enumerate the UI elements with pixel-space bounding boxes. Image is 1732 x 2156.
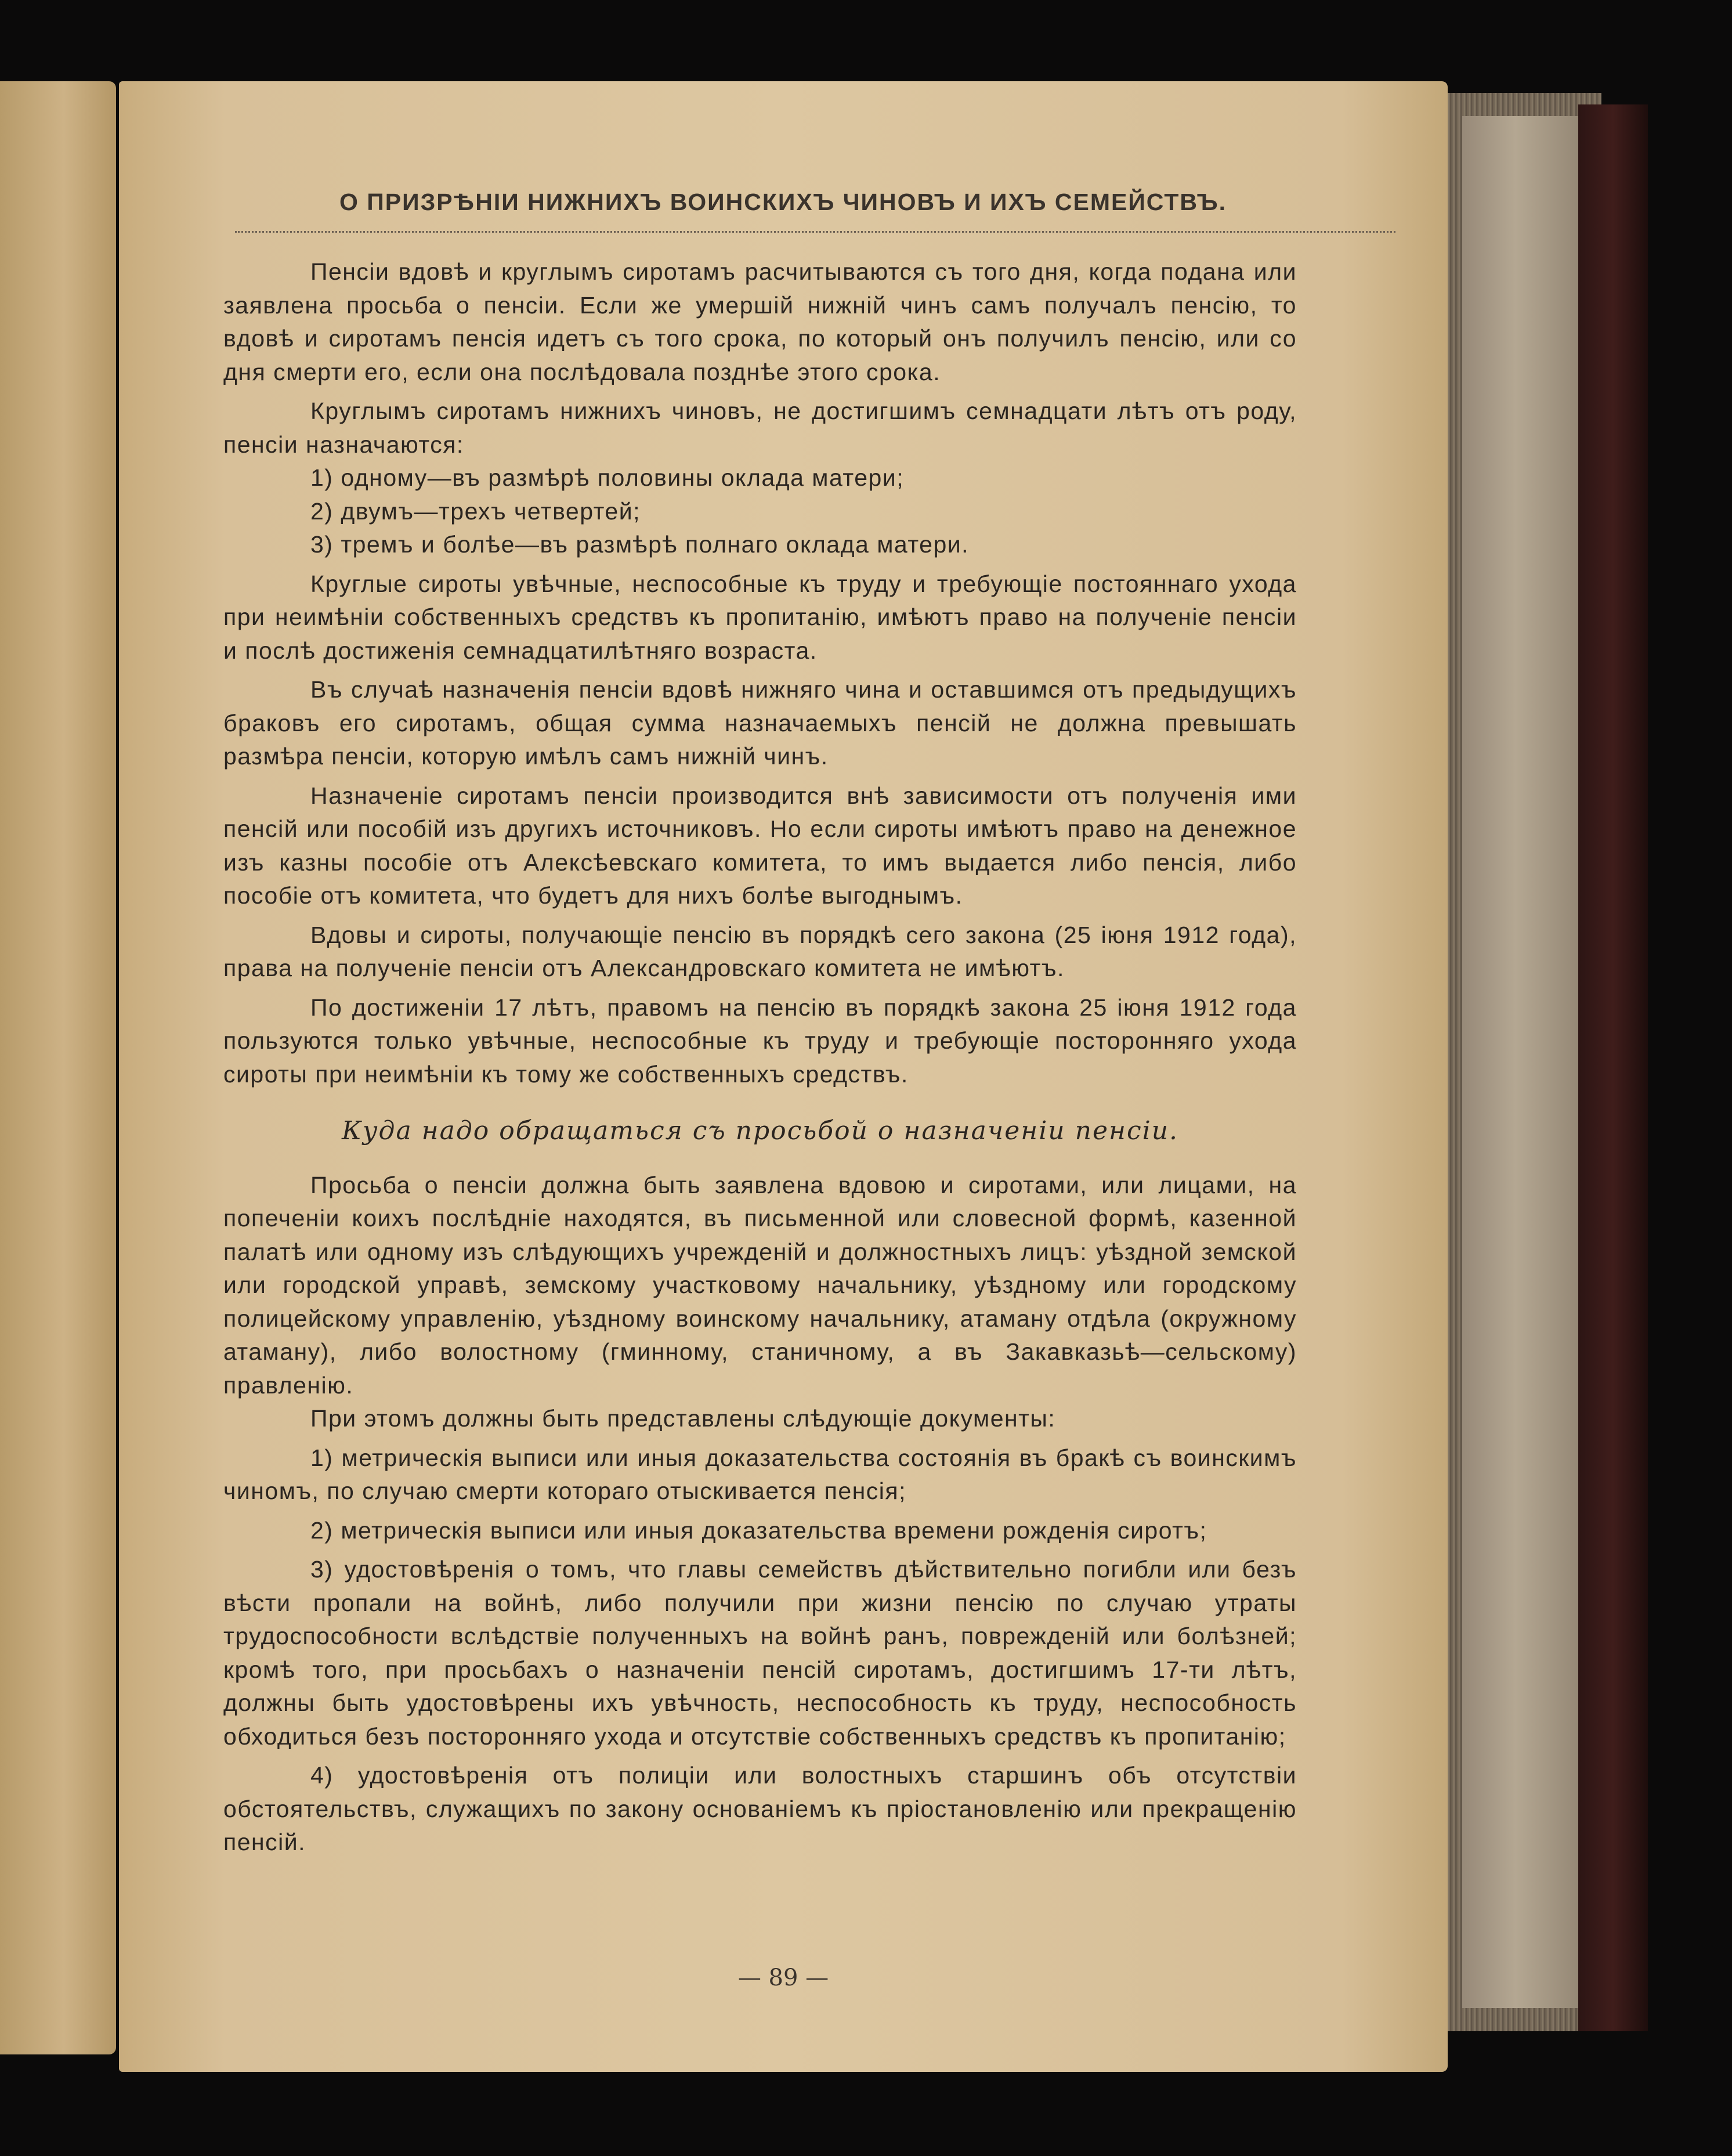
paragraph: Круглые сироты увѣчные, неспособные къ труду и требующіе постояннаго ухода при неимѣніи собственныхъ средствъ къ пропитанію, имѣютъ право на полученіе пенсіи и послѣ достиженія семнадцатилѣтняго возраста. [223, 570, 1297, 664]
page-number: — 89 — [737, 1964, 829, 1991]
section-heading: Куда надо обращаться съ просьбой о назначеніи пенсіи. [341, 1116, 1179, 1146]
list-item: 3) удостовѣренія о томъ, что главы семействъ дѣйствительно погибли или безъ вѣсти пропали на войнѣ, либо получили при жизни пенсію по случаю утраты трудоспособности вслѣдствіе полученныхъ на войнѣ ранъ, поврежденій или болѣзней; кромѣ того, при просьбахъ о назначеніи пенсій сиротамъ, достигшимъ 17-ти лѣтъ, должны быть удостовѣрены ихъ увѣчность, неспособность къ труду, неспособность обходиться безъ посторонняго ухода и отсутствіе собственныхъ средствъ къ пропитанію; [223, 1556, 1297, 1750]
list-item: 1) метрическія выписи или иныя доказательства состоянія въ бракѣ съ воинскимъ чиномъ, по случаю смерти котораго отыскивается пенсія; [223, 1444, 1297, 1504]
paragraph: Пенсіи вдовѣ и круглымъ сиротамъ расчитываются съ того дня, когда подана или заявлена просьба о пенсіи. Если же умершій нижній чинъ самъ получалъ пенсію, то вдовѣ и сиротамъ пенсія идетъ съ того срока, по который онъ получилъ пенсію, или со дня смерти его, если она послѣдовала позднѣе этого срока. [223, 258, 1297, 385]
list-item: 4) удостовѣренія отъ полиціи или волостныхъ старшинъ объ отсутствіи обстоятельствъ, служащихъ по закону основаніемъ къ пріостановленію или прекращенію пенсій. [223, 1762, 1297, 1855]
list-item: 2) метрическія выписи или иныя доказательства времени рожденія сиротъ; [310, 1516, 1207, 1544]
list-item: 2) двумъ—трехъ четвертей; [310, 497, 641, 525]
page-body [223, 255, 1297, 1865]
book-page [119, 81, 1448, 2072]
running-title: О ПРИЗРѢНІИ НИЖНИХЪ ВОИНСКИХЪ ЧИНОВЪ И ИХЪ СЕМЕЙСТВЪ. [339, 189, 1227, 215]
paragraph: При этомъ должны быть представлены слѣдующіе документы: [310, 1405, 1056, 1432]
header-divider [235, 231, 1395, 233]
paragraph: Просьба о пенсіи должна быть заявлена вдовою и сиротами, или лицами, на попеченіи коихъ послѣдніе находятся, въ письменной или словесной формѣ, казенной палатѣ или одному изъ слѣдующихъ учрежденій и должностныхъ лицъ: уѣздной земской или городской управѣ, земскому участковому начальнику, уѣздному или городскому полицейскому управленію, уѣздному воинскому начальнику, атаману отдѣла (окружному атаману), либо волостному (гминному, станичному, а въ Закавказьѣ—сельскому) правленію. [223, 1171, 1297, 1399]
paragraph: Въ случаѣ назначенія пенсіи вдовѣ нижняго чина и оставшимся отъ предыдущихъ браковъ его сиротамъ, общая сумма назначаемыхъ пенсій не должна превышать размѣра пенсіи, которую имѣлъ самъ нижній чинъ. [223, 676, 1297, 770]
list-item: 3) тремъ и болѣе—въ размѣрѣ полнаго оклада матери. [310, 531, 970, 558]
paragraph: Назначеніе сиротамъ пенсіи производится внѣ зависимости отъ полученія ими пенсій или пособій изъ другихъ источниковъ. Но если сироты имѣютъ право на денежное изъ казны пособіе отъ Алексѣевскаго комитета, то имъ выдается либо пенсія, либо пособіе отъ комитета, что будетъ для нихъ болѣе выгоднымъ. [223, 782, 1297, 909]
paragraph: Круглымъ сиротамъ нижнихъ чиновъ, не достигшимъ семнадцати лѣтъ отъ роду, пенсіи назначаются: [223, 398, 1297, 458]
paragraph: По достиженіи 17 лѣтъ, правомъ на пенсію въ порядкѣ закона 25 іюня 1912 года пользуются только увѣчные, неспособные къ труду и требующіе посторонняго ухода сироты при неимѣніи къ тому же собственныхъ средствъ. [223, 994, 1297, 1088]
book-page-block [1462, 116, 1596, 2008]
list-item: 1) одному—въ размѣрѣ половины оклада матери; [310, 464, 905, 491]
left-page-edge [0, 81, 116, 2054]
book-cover-edge [1578, 104, 1648, 2031]
paragraph: Вдовы и сироты, получающіе пенсію въ порядкѣ сего закона (25 іюня 1912 года), права на полученіе пенсіи отъ Александровскаго комитета не имѣютъ. [223, 921, 1297, 981]
